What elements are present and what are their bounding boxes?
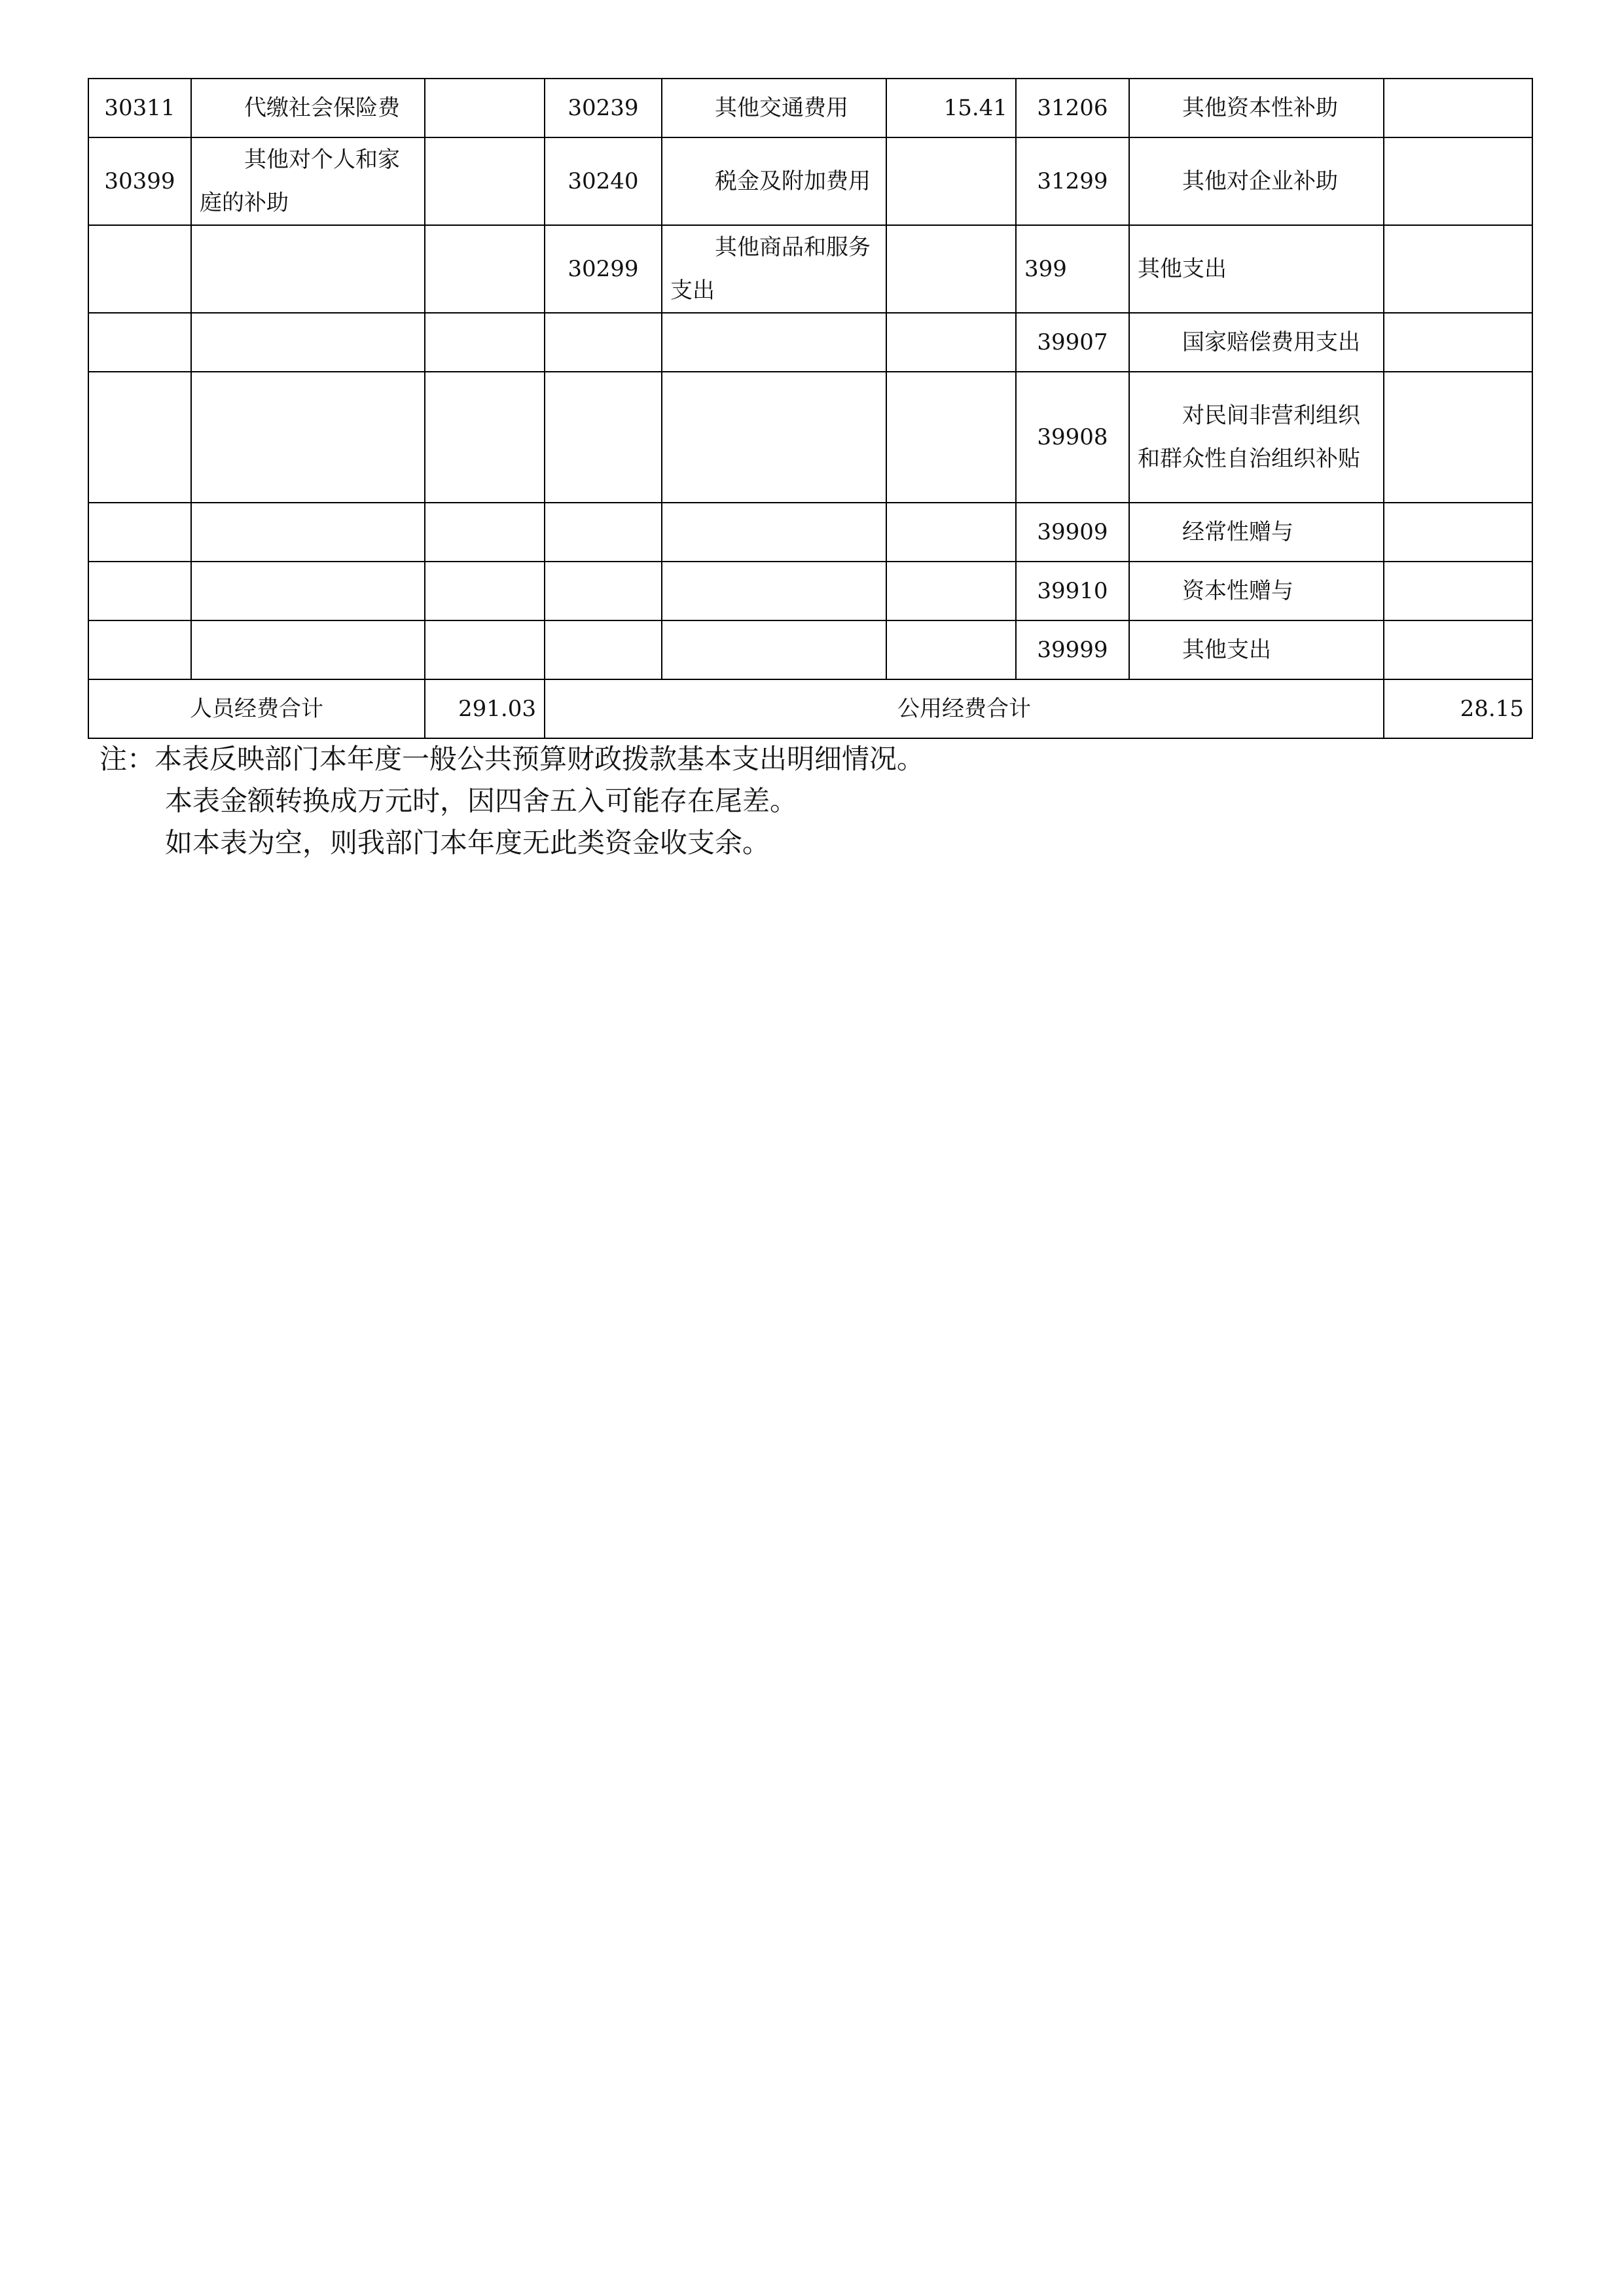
- economic-code-cell: 31299: [1016, 137, 1129, 225]
- item-name-cell: [662, 372, 886, 503]
- amount-cell: [886, 372, 1016, 503]
- personnel-total-amount: 291.03: [425, 679, 545, 738]
- item-name-cell: 其他交通费用: [662, 79, 886, 137]
- item-name-cell: 其他支出: [1129, 225, 1384, 313]
- item-name-cell: [191, 225, 425, 313]
- amount-cell: [886, 503, 1016, 562]
- item-name-cell: [662, 562, 886, 620]
- amount-cell: [1384, 562, 1532, 620]
- item-name-cell: 其他支出: [1129, 620, 1384, 679]
- economic-code-cell: 30299: [545, 225, 662, 313]
- item-name-cell: 其他商品和服务支出: [662, 225, 886, 313]
- item-name-cell: 资本性赠与: [1129, 562, 1384, 620]
- table-row: [88, 79, 1532, 137]
- item-name-cell: 其他对企业补助: [1129, 137, 1384, 225]
- economic-code-cell: 39909: [1016, 503, 1129, 562]
- table-row: [88, 562, 1532, 620]
- table-row: [88, 225, 1532, 313]
- table-notes: [99, 738, 1474, 864]
- economic-code-cell: 30239: [545, 79, 662, 137]
- note-line-scope: 注：本表反映部门本年度一般公共预算财政拨款基本支出明细情况。: [99, 743, 925, 775]
- economic-code-cell: 399: [1016, 225, 1129, 313]
- item-name-cell: 其他资本性补助: [1129, 79, 1384, 137]
- economic-code-cell: [545, 503, 662, 562]
- basic-expenditure-detail-table: [88, 78, 1533, 739]
- amount-cell: [425, 620, 545, 679]
- table-row: [88, 503, 1532, 562]
- item-name-cell: [191, 372, 425, 503]
- economic-code-cell: [88, 225, 191, 313]
- item-name-cell: [191, 620, 425, 679]
- amount-cell: 15.41: [886, 79, 1016, 137]
- amount-cell: [425, 372, 545, 503]
- economic-code-cell: 39999: [1016, 620, 1129, 679]
- totals-row: [88, 679, 1532, 738]
- note-line-rounding: 本表金额转换成万元时，因四舍五入可能存在尾差。: [165, 785, 798, 817]
- budget-detail-sheet: [88, 78, 1532, 739]
- amount-cell: [886, 225, 1016, 313]
- economic-code-cell: [545, 620, 662, 679]
- item-name-cell: 经常性赠与: [1129, 503, 1384, 562]
- amount-cell: [886, 562, 1016, 620]
- economic-code-cell: [88, 372, 191, 503]
- item-name-cell: 代缴社会保险费: [191, 79, 425, 137]
- amount-cell: [886, 313, 1016, 372]
- table-row: [88, 372, 1532, 503]
- economic-code-cell: 39910: [1016, 562, 1129, 620]
- economic-code-cell: 30240: [545, 137, 662, 225]
- economic-code-cell: 30399: [88, 137, 191, 225]
- amount-cell: [425, 79, 545, 137]
- economic-code-cell: [88, 503, 191, 562]
- amount-cell: [1384, 137, 1532, 225]
- item-name-cell: [191, 313, 425, 372]
- item-name-cell: 国家赔偿费用支出: [1129, 313, 1384, 372]
- amount-cell: [886, 620, 1016, 679]
- economic-code-cell: 39908: [1016, 372, 1129, 503]
- amount-cell: [1384, 79, 1532, 137]
- amount-cell: [425, 503, 545, 562]
- economic-code-cell: 30311: [88, 79, 191, 137]
- amount-cell: [1384, 372, 1532, 503]
- economic-code-cell: [88, 620, 191, 679]
- table-row: [88, 620, 1532, 679]
- item-name-cell: [662, 313, 886, 372]
- economic-code-cell: [545, 313, 662, 372]
- note-line-empty-table: 如本表为空，则我部门本年度无此类资金收支余。: [165, 827, 770, 859]
- amount-cell: [1384, 620, 1532, 679]
- amount-cell: [1384, 225, 1532, 313]
- item-name-cell: [191, 503, 425, 562]
- amount-cell: [886, 137, 1016, 225]
- table-row: [88, 137, 1532, 225]
- item-name-cell: 税金及附加费用: [662, 137, 886, 225]
- item-name-cell: [662, 620, 886, 679]
- item-name-cell: 其他对个人和家庭的补助: [191, 137, 425, 225]
- amount-cell: [425, 313, 545, 372]
- amount-cell: [425, 562, 545, 620]
- table-row: [88, 313, 1532, 372]
- economic-code-cell: 31206: [1016, 79, 1129, 137]
- item-name-cell: [662, 503, 886, 562]
- economic-code-cell: [545, 562, 662, 620]
- amount-cell: [425, 137, 545, 225]
- item-name-cell: [191, 562, 425, 620]
- economic-code-cell: [545, 372, 662, 503]
- amount-cell: [1384, 313, 1532, 372]
- public-total-amount: 28.15: [1384, 679, 1532, 738]
- amount-cell: [1384, 503, 1532, 562]
- amount-cell: [425, 225, 545, 313]
- economic-code-cell: [88, 313, 191, 372]
- economic-code-cell: [88, 562, 191, 620]
- economic-code-cell: 39907: [1016, 313, 1129, 372]
- personnel-total-label: 人员经费合计: [88, 679, 425, 738]
- item-name-cell: 对民间非营利组织和群众性自治组织补贴: [1129, 372, 1384, 503]
- public-total-label: 公用经费合计: [545, 679, 1384, 738]
